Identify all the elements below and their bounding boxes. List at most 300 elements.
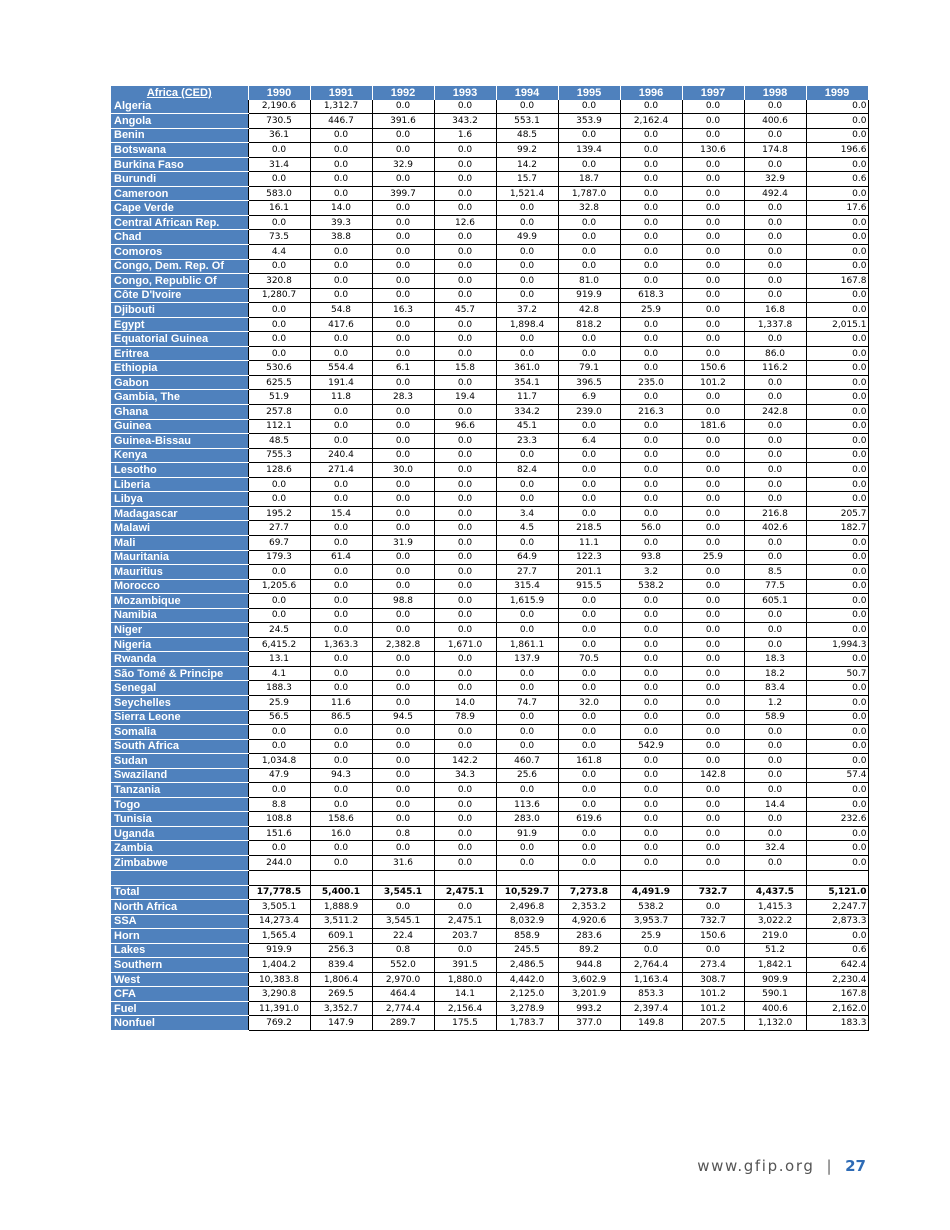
row-label: Morocco <box>111 579 248 594</box>
table-cell: 0.0 <box>372 652 434 667</box>
table-row <box>111 900 868 915</box>
table-cell: 0.0 <box>620 215 682 230</box>
table-cell: 139.4 <box>558 143 620 158</box>
table-cell: 0.0 <box>806 855 868 870</box>
row-label: Uganda <box>111 826 248 841</box>
table-cell: 0.0 <box>496 681 558 696</box>
table-cell: 0.0 <box>744 390 806 405</box>
table-cell: 0.0 <box>372 768 434 783</box>
table-cell: 0.0 <box>372 375 434 390</box>
footer-separator: | <box>826 1157 834 1175</box>
table-cell: 42.8 <box>558 303 620 318</box>
row-label: Ghana <box>111 405 248 420</box>
table-row <box>111 841 868 856</box>
row-label: Djibouti <box>111 303 248 318</box>
table-cell: 0.0 <box>620 623 682 638</box>
table-cell: 0.0 <box>310 186 372 201</box>
table-cell: 181.6 <box>682 419 744 434</box>
table-row <box>111 710 868 725</box>
table-cell: 0.0 <box>434 245 496 260</box>
table-cell: 0.0 <box>620 535 682 550</box>
table-cell: 0.0 <box>496 288 558 303</box>
table-cell: 0.0 <box>496 841 558 856</box>
table-cell: 0.0 <box>372 521 434 536</box>
table-cell: 755.3 <box>248 448 310 463</box>
table-cell: 0.0 <box>434 448 496 463</box>
table-cell: 0.0 <box>558 332 620 347</box>
table-cell: 0.0 <box>682 710 744 725</box>
table-cell: 0.0 <box>682 463 744 478</box>
table-cell: 0.0 <box>310 477 372 492</box>
row-label: Guinea <box>111 419 248 434</box>
table-cell: 0.0 <box>682 477 744 492</box>
table-row <box>111 1001 868 1016</box>
table-cell: 4,437.5 <box>744 885 806 900</box>
table-cell: 14,273.4 <box>248 914 310 929</box>
table-cell: 0.0 <box>620 259 682 274</box>
table-cell: 36.1 <box>248 128 310 143</box>
table-cell: 1,034.8 <box>248 754 310 769</box>
row-label: Algeria <box>111 100 248 114</box>
table-cell: 39.3 <box>310 215 372 230</box>
table-cell: 0.0 <box>372 754 434 769</box>
table-cell: 182.7 <box>806 521 868 536</box>
table-cell: 0.0 <box>806 681 868 696</box>
table-cell: 0.0 <box>744 419 806 434</box>
table-row <box>111 259 868 274</box>
table-cell: 0.0 <box>682 114 744 129</box>
table-cell: 0.0 <box>620 419 682 434</box>
table-cell: 16.0 <box>310 826 372 841</box>
table-cell: 0.0 <box>744 739 806 754</box>
table-cell: 0.0 <box>372 812 434 827</box>
table-cell: 0.0 <box>806 841 868 856</box>
table-row <box>111 332 868 347</box>
table-cell: 732.7 <box>682 914 744 929</box>
table-cell: 0.0 <box>496 623 558 638</box>
table-cell: 0.0 <box>434 565 496 580</box>
table-cell: 0.6 <box>806 172 868 187</box>
table-cell: 0.0 <box>620 390 682 405</box>
row-label: São Tomé & Principe <box>111 666 248 681</box>
table-cell: 0.0 <box>496 346 558 361</box>
table-cell: 2,486.5 <box>496 958 558 973</box>
table-cell: 14.0 <box>310 201 372 216</box>
table-row <box>111 463 868 478</box>
table-row <box>111 492 868 507</box>
table-cell: 0.0 <box>372 128 434 143</box>
table-cell: 174.8 <box>744 143 806 158</box>
table-cell: 605.1 <box>744 594 806 609</box>
table-row <box>111 434 868 449</box>
table-cell: 150.6 <box>682 361 744 376</box>
row-label: South Africa <box>111 739 248 754</box>
table-cell: 0.0 <box>806 652 868 667</box>
table-cell: 1,783.7 <box>496 1016 558 1031</box>
table-cell: 0.0 <box>620 201 682 216</box>
table-cell: 283.0 <box>496 812 558 827</box>
row-label: Total <box>111 885 248 900</box>
table-cell: 269.5 <box>310 987 372 1002</box>
table-row <box>111 608 868 623</box>
table-cell: 0.0 <box>744 768 806 783</box>
table-cell: 47.9 <box>248 768 310 783</box>
table-cell: 0.0 <box>434 477 496 492</box>
table-cell: 0.0 <box>682 652 744 667</box>
table-cell: 0.0 <box>310 797 372 812</box>
table-cell: 0.0 <box>434 855 496 870</box>
table-row <box>111 172 868 187</box>
table-cell: 4,442.0 <box>496 972 558 987</box>
table-cell: 51.2 <box>744 943 806 958</box>
table-cell: 113.6 <box>496 797 558 812</box>
table-cell: 191.4 <box>310 375 372 390</box>
table-cell: 0.0 <box>682 565 744 580</box>
table-cell: 0.0 <box>310 346 372 361</box>
table-cell: 0.0 <box>744 826 806 841</box>
table-cell: 101.2 <box>682 1001 744 1016</box>
table-cell: 0.0 <box>310 157 372 172</box>
table-row <box>111 506 868 521</box>
table-cell: 0.0 <box>620 477 682 492</box>
table-cell: 27.7 <box>248 521 310 536</box>
year-header-1998: 1998 <box>744 86 806 100</box>
table-cell: 915.5 <box>558 579 620 594</box>
table-cell: 12.6 <box>434 215 496 230</box>
table-cell: 3,545.1 <box>372 914 434 929</box>
table-cell: 0.0 <box>248 259 310 274</box>
table-cell: 2,764.4 <box>620 958 682 973</box>
table-cell: 0.0 <box>248 215 310 230</box>
table-cell: 0.0 <box>496 259 558 274</box>
table-cell: 13.1 <box>248 652 310 667</box>
table-cell: 50.7 <box>806 666 868 681</box>
table-cell: 0.0 <box>620 361 682 376</box>
table-row <box>111 157 868 172</box>
row-label: Cape Verde <box>111 201 248 216</box>
table-cell: 49.9 <box>496 230 558 245</box>
row-label: Mauritius <box>111 565 248 580</box>
table-cell: 25.9 <box>620 303 682 318</box>
table-cell: 8.8 <box>248 797 310 812</box>
table-cell: 0.0 <box>682 855 744 870</box>
table-row <box>111 274 868 289</box>
table-cell: 0.0 <box>744 128 806 143</box>
row-label: Chad <box>111 230 248 245</box>
table-cell: 0.0 <box>806 230 868 245</box>
table-cell: 625.5 <box>248 375 310 390</box>
table-cell: 18.3 <box>744 652 806 667</box>
table-row <box>111 812 868 827</box>
table-cell: 0.0 <box>744 535 806 550</box>
table-cell: 396.5 <box>558 375 620 390</box>
table-cell: 112.1 <box>248 419 310 434</box>
table-cell: 334.2 <box>496 405 558 420</box>
table-cell: 0.0 <box>434 652 496 667</box>
table-cell: 0.0 <box>806 477 868 492</box>
table-cell: 27.7 <box>496 565 558 580</box>
table-cell: 417.6 <box>310 317 372 332</box>
table-cell: 377.0 <box>558 1016 620 1031</box>
table-cell: 0.0 <box>620 506 682 521</box>
table-cell: 0.0 <box>620 143 682 158</box>
table-cell: 552.0 <box>372 958 434 973</box>
table-cell: 235.0 <box>620 375 682 390</box>
table-cell: 0.0 <box>434 535 496 550</box>
table-cell: 0.0 <box>558 477 620 492</box>
table-cell: 14.2 <box>496 157 558 172</box>
table-cell: 0.0 <box>372 900 434 915</box>
table-cell: 15.7 <box>496 172 558 187</box>
table-cell: 158.6 <box>310 812 372 827</box>
table-cell: 0.0 <box>682 230 744 245</box>
row-label: Gabon <box>111 375 248 390</box>
table-cell: 0.0 <box>310 535 372 550</box>
table-cell: 730.5 <box>248 114 310 129</box>
table-cell: 0.0 <box>310 594 372 609</box>
table-cell: 0.0 <box>248 332 310 347</box>
table-cell: 0.0 <box>682 594 744 609</box>
footer-url: www.gfip.org <box>697 1157 815 1175</box>
table-cell: 0.0 <box>744 783 806 798</box>
table-cell: 0.0 <box>806 826 868 841</box>
table-cell: 0.0 <box>558 797 620 812</box>
table-cell: 0.0 <box>372 666 434 681</box>
table-cell: 0.0 <box>620 608 682 623</box>
table-cell: 0.0 <box>434 739 496 754</box>
table-cell: 22.4 <box>372 929 434 944</box>
table-cell: 147.9 <box>310 1016 372 1031</box>
table-cell: 0.0 <box>248 317 310 332</box>
table-cell: 1,337.8 <box>744 317 806 332</box>
table-cell: 0.0 <box>310 143 372 158</box>
table-cell: 0.0 <box>682 754 744 769</box>
table-cell: 0.0 <box>434 608 496 623</box>
table-cell: 1.2 <box>744 695 806 710</box>
table-cell: 0.0 <box>806 303 868 318</box>
table-cell: 0.0 <box>248 477 310 492</box>
table-cell: 38.8 <box>310 230 372 245</box>
table-cell: 0.0 <box>806 535 868 550</box>
table-cell: 6,415.2 <box>248 637 310 652</box>
row-label: Ethiopia <box>111 361 248 376</box>
table-cell: 0.0 <box>372 405 434 420</box>
table-cell: 0.0 <box>372 419 434 434</box>
table-row <box>111 739 868 754</box>
table-cell: 74.7 <box>496 695 558 710</box>
table-cell: 25.6 <box>496 768 558 783</box>
table-row <box>111 855 868 870</box>
table-cell: 0.0 <box>310 623 372 638</box>
table-cell: 0.0 <box>558 739 620 754</box>
table-cell: 0.0 <box>620 157 682 172</box>
table-cell: 5,121.0 <box>806 885 868 900</box>
table-cell: 2,015.1 <box>806 317 868 332</box>
table-row <box>111 885 868 900</box>
table-cell: 0.0 <box>372 230 434 245</box>
table-cell: 2,162.0 <box>806 1001 868 1016</box>
page-footer <box>697 1157 866 1175</box>
table-cell: 0.0 <box>620 768 682 783</box>
table-cell: 1,312.7 <box>310 100 372 114</box>
table-cell: 150.6 <box>682 929 744 944</box>
spacer-cell <box>248 870 310 885</box>
table-row <box>111 346 868 361</box>
table-cell: 0.0 <box>620 754 682 769</box>
table-cell: 1,615.9 <box>496 594 558 609</box>
table-cell: 1,280.7 <box>248 288 310 303</box>
table-cell: 0.0 <box>372 841 434 856</box>
table-cell: 83.4 <box>744 681 806 696</box>
table-cell: 0.0 <box>806 361 868 376</box>
table-cell: 0.0 <box>744 812 806 827</box>
table-row <box>111 521 868 536</box>
table-cell: 0.0 <box>620 434 682 449</box>
table-cell: 0.0 <box>496 739 558 754</box>
table-cell: 0.0 <box>558 157 620 172</box>
table-cell: 8,032.9 <box>496 914 558 929</box>
table-cell: 45.7 <box>434 303 496 318</box>
table-cell: 2,190.6 <box>248 100 310 114</box>
table-cell: 271.4 <box>310 463 372 478</box>
table-cell: 0.0 <box>372 477 434 492</box>
table-cell: 2,156.4 <box>434 1001 496 1016</box>
table-cell: 101.2 <box>682 987 744 1002</box>
table-cell: 0.0 <box>682 943 744 958</box>
table-cell: 0.0 <box>744 100 806 114</box>
row-label: Malawi <box>111 521 248 536</box>
table-cell: 2,247.7 <box>806 900 868 915</box>
table-cell: 0.0 <box>372 579 434 594</box>
table-cell: 0.0 <box>310 783 372 798</box>
table-cell: 142.8 <box>682 768 744 783</box>
row-label: Central African Rep. <box>111 215 248 230</box>
table-cell: 0.0 <box>806 186 868 201</box>
table-cell: 492.4 <box>744 186 806 201</box>
table-cell: 25.9 <box>682 550 744 565</box>
table-cell: 1,888.9 <box>310 900 372 915</box>
table-cell: 4,920.6 <box>558 914 620 929</box>
table-cell: 0.0 <box>806 565 868 580</box>
year-header-1992: 1992 <box>372 86 434 100</box>
table-cell: 2,496.8 <box>496 900 558 915</box>
table-cell: 0.0 <box>558 448 620 463</box>
table-cell: 0.0 <box>372 623 434 638</box>
capital-flight-table <box>111 86 869 1031</box>
table-cell: 122.3 <box>558 550 620 565</box>
table-cell: 0.0 <box>682 812 744 827</box>
table-cell: 0.0 <box>248 841 310 856</box>
table-row <box>111 943 868 958</box>
table-cell: 0.0 <box>744 550 806 565</box>
table-cell: 0.0 <box>372 608 434 623</box>
table-cell: 0.0 <box>434 550 496 565</box>
table-cell: 0.0 <box>434 405 496 420</box>
table-cell: 0.0 <box>434 172 496 187</box>
table-cell: 232.6 <box>806 812 868 827</box>
table-cell: 1,521.4 <box>496 186 558 201</box>
table-cell: 195.2 <box>248 506 310 521</box>
table-row <box>111 550 868 565</box>
table-cell: 242.8 <box>744 405 806 420</box>
table-cell: 0.0 <box>682 521 744 536</box>
table-row <box>111 725 868 740</box>
table-cell: 0.0 <box>682 666 744 681</box>
spacer-cell <box>806 870 868 885</box>
table-row <box>111 666 868 681</box>
table-cell: 0.0 <box>806 405 868 420</box>
table-cell: 1,363.3 <box>310 637 372 652</box>
table-cell: 0.0 <box>806 288 868 303</box>
table-cell: 203.7 <box>434 929 496 944</box>
table-cell: 86.0 <box>744 346 806 361</box>
table-row <box>111 1016 868 1031</box>
row-label: Guinea-Bissau <box>111 434 248 449</box>
table-body <box>111 100 868 1031</box>
table-cell: 0.0 <box>496 332 558 347</box>
row-label: SSA <box>111 914 248 929</box>
table-cell: 0.0 <box>806 332 868 347</box>
table-row <box>111 972 868 987</box>
table-cell: 464.4 <box>372 987 434 1002</box>
table-cell: 0.0 <box>806 157 868 172</box>
table-cell: 11,391.0 <box>248 1001 310 1016</box>
spacer-cell <box>111 870 248 885</box>
table-cell: 0.0 <box>434 259 496 274</box>
table-cell: 0.0 <box>620 448 682 463</box>
table-cell: 0.0 <box>682 390 744 405</box>
table-cell: 91.9 <box>496 826 558 841</box>
table-cell: 0.0 <box>744 855 806 870</box>
table-cell: 64.9 <box>496 550 558 565</box>
table-cell: 0.0 <box>372 739 434 754</box>
page-number: 27 <box>845 1157 866 1175</box>
table-cell: 1,994.3 <box>806 637 868 652</box>
table-cell: 0.0 <box>496 710 558 725</box>
table-cell: 218.5 <box>558 521 620 536</box>
table-cell: 0.0 <box>434 463 496 478</box>
row-label: West <box>111 972 248 987</box>
table-cell: 2,162.4 <box>620 114 682 129</box>
table-cell: 0.0 <box>744 492 806 507</box>
table-cell: 137.9 <box>496 652 558 667</box>
table-cell: 0.0 <box>682 317 744 332</box>
table-cell: 1,163.4 <box>620 972 682 987</box>
table-row <box>111 535 868 550</box>
table-cell: 0.0 <box>558 128 620 143</box>
table-cell: 0.0 <box>434 797 496 812</box>
table-cell: 0.0 <box>806 608 868 623</box>
table-cell: 216.8 <box>744 506 806 521</box>
table-cell: 0.0 <box>620 695 682 710</box>
table-cell: 0.0 <box>744 448 806 463</box>
table-cell: 7,273.8 <box>558 885 620 900</box>
table-cell: 0.0 <box>372 550 434 565</box>
table-row <box>111 987 868 1002</box>
table-cell: 315.4 <box>496 579 558 594</box>
table-cell: 1,415.3 <box>744 900 806 915</box>
table-cell: 10,383.8 <box>248 972 310 987</box>
table-cell: 207.5 <box>682 1016 744 1031</box>
table-cell: 11.7 <box>496 390 558 405</box>
table-cell: 128.6 <box>248 463 310 478</box>
table-cell: 101.2 <box>682 375 744 390</box>
table-cell: 0.0 <box>620 346 682 361</box>
table-cell: 0.0 <box>496 725 558 740</box>
table-cell: 0.0 <box>682 492 744 507</box>
table-cell: 0.0 <box>682 201 744 216</box>
table-cell: 15.4 <box>310 506 372 521</box>
